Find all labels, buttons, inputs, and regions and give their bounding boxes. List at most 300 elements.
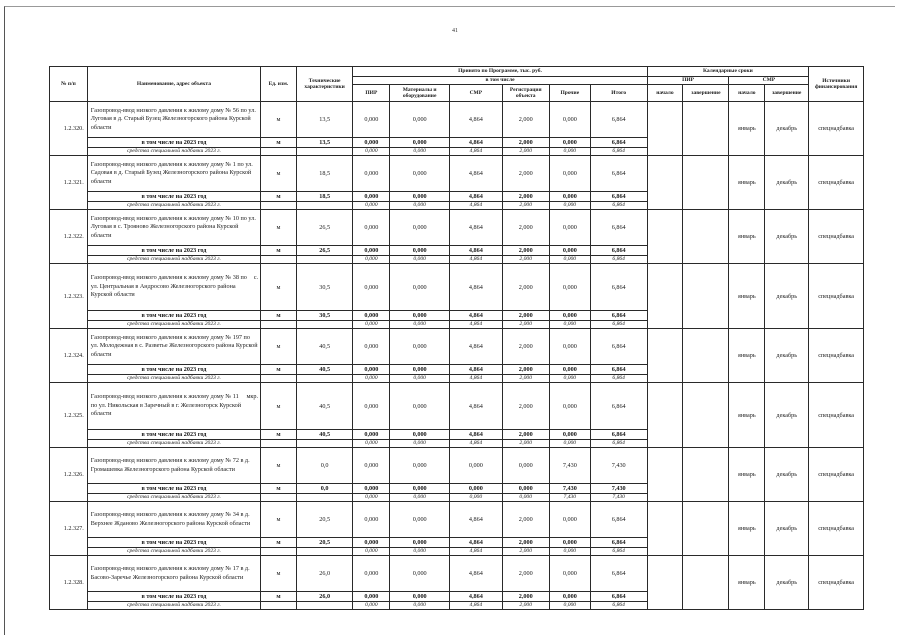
pir-end-cell: [683, 102, 729, 156]
special-materials: 0,000: [390, 202, 450, 210]
total-smr: 4,864: [450, 138, 503, 148]
registration-cell: 2,000: [502, 210, 549, 246]
smr-end-cell: декабрь: [765, 156, 809, 210]
registration-cell: 2,000: [502, 329, 549, 365]
total-pir: 0,000: [353, 138, 390, 148]
materials-cell: 0,000: [390, 556, 450, 592]
source-cell: спецнадбавка: [809, 329, 864, 383]
special-unit: [261, 321, 297, 329]
special-registration: 2,000: [502, 375, 549, 383]
special-unit: [261, 602, 297, 610]
total-unit: м: [261, 246, 297, 256]
total-registration: 2,000: [502, 365, 549, 375]
smr-cell: 4,864: [450, 383, 503, 430]
total-pir: 0,000: [353, 192, 390, 202]
smr-cell: 0,000: [450, 448, 503, 484]
special-materials: 0,000: [390, 256, 450, 264]
total-unit: м: [261, 538, 297, 548]
special-tech: [296, 148, 353, 156]
unit-cell: м: [261, 156, 297, 192]
materials-cell: 0,000: [390, 102, 450, 138]
special-pir: 0,000: [353, 494, 390, 502]
pir-end-cell: [683, 502, 729, 556]
object-name-cell: [87, 329, 260, 365]
object-name: Газопровод-ввод низкого давления к жилому дому № 38 по ул. Центральная в Андросово Железногорского района Курской области: [90, 274, 247, 299]
smr-cell: 4,864: [450, 264, 503, 311]
unit-cell: м: [261, 264, 297, 311]
other-cell: 0,000: [549, 210, 590, 246]
row-number: 1.2.323.: [50, 264, 88, 329]
total-other: 0,000: [549, 138, 590, 148]
total-pir: 0,000: [353, 538, 390, 548]
pir-start-cell: [647, 448, 683, 502]
smr-cell: 4,864: [450, 329, 503, 365]
special-label: средства специальной надбавки 2023 г.: [87, 494, 260, 502]
tech-cell: 13,5: [296, 102, 353, 138]
header-pir-start: начало: [647, 85, 683, 102]
table-row: [50, 329, 864, 365]
pir-cell: 0,000: [353, 156, 390, 192]
total-smr: 4,864: [450, 192, 503, 202]
total-cell: 6,864: [590, 264, 647, 311]
total-cell: 7,430: [590, 448, 647, 484]
table-row: [50, 448, 864, 484]
total-materials: 0,000: [390, 484, 450, 494]
special-label: средства специальной надбавки 2023 г.: [87, 202, 260, 210]
table-row: [50, 383, 864, 430]
smr-cell: 4,864: [450, 556, 503, 592]
header-program: Принято по Программе, тыс. руб.: [353, 67, 647, 77]
materials-cell: 0,000: [390, 502, 450, 538]
pir-end-cell: [683, 210, 729, 264]
total-tech: 0,0: [296, 484, 353, 494]
row-number: 1.2.320.: [50, 102, 88, 156]
header-smr-end: завершение: [765, 85, 809, 102]
total-unit: м: [261, 138, 297, 148]
tech-cell: 40,5: [296, 383, 353, 430]
total-unit: м: [261, 592, 297, 602]
pir-end-cell: [683, 448, 729, 502]
special-unit: [261, 202, 297, 210]
total-tech: 20,5: [296, 538, 353, 548]
unit-cell: м: [261, 210, 297, 246]
special-registration: 2,000: [502, 440, 549, 448]
total-materials: 0,000: [390, 538, 450, 548]
pir-cell: 0,000: [353, 264, 390, 311]
special-other: 0,000: [549, 548, 590, 556]
smr-end-cell: декабрь: [765, 502, 809, 556]
smr-start-cell: январь: [729, 156, 765, 210]
table-row: [50, 102, 864, 138]
special-materials: 0,000: [390, 440, 450, 448]
special-other: 0,000: [549, 375, 590, 383]
special-total: 6,864: [590, 375, 647, 383]
special-unit: [261, 375, 297, 383]
special-pir: 0,000: [353, 321, 390, 329]
smr-start-cell: январь: [729, 210, 765, 264]
tech-cell: 40,5: [296, 329, 353, 365]
special-smr: 4,864: [450, 148, 503, 156]
header-tech: Технические характеристики: [296, 67, 353, 102]
row-number: 1.2.326.: [50, 448, 88, 502]
pir-start-cell: [647, 329, 683, 383]
tech-cell: 20,5: [296, 502, 353, 538]
total-registration: 2,000: [502, 246, 549, 256]
special-unit: [261, 440, 297, 448]
special-other: 0,000: [549, 256, 590, 264]
object-name-cell: [87, 156, 260, 192]
total-materials: 0,000: [390, 246, 450, 256]
special-materials: 0,000: [390, 548, 450, 556]
special-other: 0,000: [549, 602, 590, 610]
smr-end-cell: декабрь: [765, 264, 809, 329]
total-tech: 30,5: [296, 311, 353, 321]
registration-cell: 2,000: [502, 264, 549, 311]
header-incl: в том числе: [353, 77, 647, 85]
total-label: в том числе на 2023 год: [87, 138, 260, 148]
total-materials: 0,000: [390, 192, 450, 202]
object-name: Газопровод-ввод низкого давления к жилому дому № 17 в д. Басово-Заречье Железногорского района Курской области: [90, 564, 250, 581]
header-cal-pir: ПИР: [647, 77, 729, 85]
materials-cell: 0,000: [390, 156, 450, 192]
smr-end-cell: декабрь: [765, 383, 809, 448]
pir-cell: 0,000: [353, 102, 390, 138]
header-unit: Ед. изм.: [261, 67, 297, 102]
row-number: 1.2.325.: [50, 383, 88, 448]
total-tech: 18,5: [296, 192, 353, 202]
special-label: средства специальной надбавки 2023 г.: [87, 148, 260, 156]
row-number: 1.2.328.: [50, 556, 88, 610]
header-pir-end: завершение: [683, 85, 729, 102]
special-tech: [296, 440, 353, 448]
object-name: Газопровод-ввод низкого давления к жилому дому № 11 по ул. Никольская в Заречный в г. Железногорск Курской области: [90, 393, 242, 418]
pir-start-cell: [647, 210, 683, 264]
pir-cell: 0,000: [353, 448, 390, 484]
pir-cell: 0,000: [353, 210, 390, 246]
source-cell: спецнадбавка: [809, 448, 864, 502]
special-smr: 0,000: [450, 494, 503, 502]
registration-cell: 2,000: [502, 383, 549, 430]
special-smr: 4,864: [450, 440, 503, 448]
table-row: [50, 210, 864, 246]
special-label: средства специальной надбавки 2023 г.: [87, 256, 260, 264]
special-pir: 0,000: [353, 602, 390, 610]
object-name-cell: [87, 556, 260, 592]
source-cell: спецнадбавка: [809, 156, 864, 210]
special-registration: 2,000: [502, 148, 549, 156]
unit-cell: м: [261, 448, 297, 484]
total-cell: 6,864: [590, 156, 647, 192]
object-name-cell: [87, 383, 260, 430]
pir-start-cell: [647, 502, 683, 556]
total-other: 0,000: [549, 430, 590, 440]
object-name: Газопровод-ввод низкого давления к жилому дому № 10 по ул. Луговая в с. Трояново Железногорского района Курской области: [90, 214, 256, 239]
total-pir: 0,000: [353, 592, 390, 602]
special-other: 0,000: [549, 440, 590, 448]
special-total: 6,864: [590, 256, 647, 264]
header-materials: Материалы и оборудование: [390, 85, 450, 102]
total-total: 6,864: [590, 138, 647, 148]
other-cell: 0,000: [549, 156, 590, 192]
other-cell: 0,000: [549, 502, 590, 538]
total-label: в том числе на 2023 год: [87, 538, 260, 548]
smr-start-cell: январь: [729, 448, 765, 502]
special-registration: 2,000: [502, 548, 549, 556]
smr-start-cell: январь: [729, 329, 765, 383]
unit-cell: м: [261, 556, 297, 592]
header-other: Прочие: [549, 85, 590, 102]
total-tech: 13,5: [296, 138, 353, 148]
materials-cell: 0,000: [390, 383, 450, 430]
total-total: 6,864: [590, 246, 647, 256]
object-name-cell: [87, 210, 260, 246]
other-cell: 0,000: [549, 102, 590, 138]
special-materials: 0,000: [390, 602, 450, 610]
total-unit: м: [261, 484, 297, 494]
special-label: средства специальной надбавки 2023 г.: [87, 602, 260, 610]
source-cell: спецнадбавка: [809, 556, 864, 610]
other-cell: 0,000: [549, 264, 590, 311]
total-smr: 4,864: [450, 365, 503, 375]
total-smr: 4,864: [450, 246, 503, 256]
total-other: 0,000: [549, 592, 590, 602]
special-pir: 0,000: [353, 148, 390, 156]
total-label: в том числе на 2023 год: [87, 246, 260, 256]
total-label: в том числе на 2023 год: [87, 592, 260, 602]
special-total: 6,864: [590, 321, 647, 329]
special-registration: 0,000: [502, 494, 549, 502]
total-registration: 2,000: [502, 430, 549, 440]
total-pir: 0,000: [353, 246, 390, 256]
program-table: [49, 66, 864, 610]
total-other: 0,000: [549, 246, 590, 256]
smr-start-cell: январь: [729, 264, 765, 329]
materials-cell: 0,000: [390, 264, 450, 311]
total-tech: 40,5: [296, 365, 353, 375]
total-registration: 0,000: [502, 484, 549, 494]
special-pir: 0,000: [353, 202, 390, 210]
table-row: [50, 264, 864, 311]
pir-end-cell: [683, 264, 729, 329]
smr-start-cell: январь: [729, 102, 765, 156]
tech-cell: 26,5: [296, 210, 353, 246]
total-tech: 26,0: [296, 592, 353, 602]
special-unit: [261, 494, 297, 502]
header-total: Итого: [590, 85, 647, 102]
total-other: 0,000: [549, 192, 590, 202]
pir-cell: 0,000: [353, 556, 390, 592]
total-other: 0,000: [549, 365, 590, 375]
object-name: Газопровод-ввод низкого давления к жилому дому № 1 по ул. Садовая в д. Старый Бузец Железногорского района Курской области: [90, 160, 253, 185]
total-total: 7,430: [590, 484, 647, 494]
total-materials: 0,000: [390, 592, 450, 602]
smr-end-cell: декабрь: [765, 556, 809, 610]
source-cell: спецнадбавка: [809, 210, 864, 264]
smr-start-cell: январь: [729, 502, 765, 556]
total-pir: 0,000: [353, 430, 390, 440]
pir-start-cell: [647, 556, 683, 610]
pir-start-cell: [647, 264, 683, 329]
registration-cell: 2,000: [502, 556, 549, 592]
total-total: 6,864: [590, 538, 647, 548]
special-registration: 2,000: [502, 256, 549, 264]
special-smr: 4,864: [450, 548, 503, 556]
total-smr: 4,864: [450, 430, 503, 440]
pir-cell: 0,000: [353, 383, 390, 430]
total-registration: 2,000: [502, 138, 549, 148]
smr-cell: 4,864: [450, 502, 503, 538]
special-total: 6,864: [590, 202, 647, 210]
total-registration: 2,000: [502, 592, 549, 602]
total-total: 6,864: [590, 592, 647, 602]
special-smr: 4,864: [450, 256, 503, 264]
pir-start-cell: [647, 156, 683, 210]
smr-cell: 4,864: [450, 102, 503, 138]
special-materials: 0,000: [390, 494, 450, 502]
header-source: Источники финансирования: [809, 67, 864, 102]
total-unit: м: [261, 430, 297, 440]
pir-start-cell: [647, 383, 683, 448]
total-tech: 26,5: [296, 246, 353, 256]
object-name-cell: [87, 102, 260, 138]
special-other: 7,430: [549, 494, 590, 502]
tech-cell: 18,5: [296, 156, 353, 192]
object-name-extra: с.: [253, 274, 259, 282]
row-number: 1.2.322.: [50, 210, 88, 264]
object-name: Газопровод-ввод низкого давления к жилому дому № 72 в д. Громашевка Железногорского района Курской области: [90, 456, 250, 473]
special-other: 0,000: [549, 321, 590, 329]
page-number: 41: [452, 28, 458, 34]
special-label: средства специальной надбавки 2023 г.: [87, 375, 260, 383]
unit-cell: м: [261, 502, 297, 538]
other-cell: 7,430: [549, 448, 590, 484]
total-pir: 0,000: [353, 484, 390, 494]
smr-cell: 4,864: [450, 210, 503, 246]
special-registration: 2,000: [502, 321, 549, 329]
special-materials: 0,000: [390, 148, 450, 156]
registration-cell: 0,000: [502, 448, 549, 484]
object-name-cell: [87, 448, 260, 484]
header-registration: Регистрация объекта: [502, 85, 549, 102]
special-materials: 0,000: [390, 375, 450, 383]
total-smr: 4,864: [450, 538, 503, 548]
total-pir: 0,000: [353, 311, 390, 321]
object-name-cell: [87, 502, 260, 538]
object-name-cell: [87, 264, 260, 311]
special-unit: [261, 256, 297, 264]
total-registration: 2,000: [502, 192, 549, 202]
object-name: Газопровод-ввод низкого давления к жилому дому № 56 по ул. Луговая в д. Старый Бузец Железногорского района Курской области: [90, 106, 256, 131]
unit-cell: м: [261, 102, 297, 138]
total-label: в том числе на 2023 год: [87, 192, 260, 202]
source-cell: спецнадбавка: [809, 383, 864, 448]
total-other: 0,000: [549, 538, 590, 548]
total-smr: 4,864: [450, 592, 503, 602]
special-pir: 0,000: [353, 440, 390, 448]
total-total: 6,864: [590, 311, 647, 321]
total-registration: 2,000: [502, 538, 549, 548]
special-label: средства специальной надбавки 2023 г.: [87, 440, 260, 448]
special-smr: 4,864: [450, 202, 503, 210]
materials-cell: 0,000: [390, 210, 450, 246]
total-materials: 0,000: [390, 430, 450, 440]
special-unit: [261, 148, 297, 156]
special-total: 6,864: [590, 440, 647, 448]
special-other: 0,000: [549, 148, 590, 156]
special-pir: 0,000: [353, 375, 390, 383]
header-name: Наименование, адрес объекта: [87, 67, 260, 102]
materials-cell: 0,000: [390, 329, 450, 365]
special-tech: [296, 202, 353, 210]
pir-end-cell: [683, 156, 729, 210]
header-pir: ПИР: [353, 85, 390, 102]
unit-cell: м: [261, 329, 297, 365]
special-other: 0,000: [549, 202, 590, 210]
total-total: 6,864: [590, 192, 647, 202]
total-total: 6,864: [590, 365, 647, 375]
header-smr-start: начало: [729, 85, 765, 102]
smr-end-cell: декабрь: [765, 210, 809, 264]
table-header: [50, 67, 864, 102]
total-cell: 6,864: [590, 329, 647, 365]
source-cell: спецнадбавка: [809, 264, 864, 329]
total-smr: 4,864: [450, 311, 503, 321]
special-total: 6,864: [590, 148, 647, 156]
table-row: [50, 556, 864, 592]
total-other: 7,430: [549, 484, 590, 494]
object-name: Газопровод-ввод низкого давления к жилому дому № 197 по ул. Молодежная в с. Разветье Железногорского района Курской области: [90, 333, 258, 358]
special-tech: [296, 548, 353, 556]
total-cell: 6,864: [590, 210, 647, 246]
tech-cell: 0,0: [296, 448, 353, 484]
total-cell: 6,864: [590, 502, 647, 538]
special-smr: 4,864: [450, 375, 503, 383]
total-tech: 40,5: [296, 430, 353, 440]
smr-cell: 4,864: [450, 156, 503, 192]
row-number: 1.2.324.: [50, 329, 88, 383]
registration-cell: 2,000: [502, 502, 549, 538]
special-tech: [296, 602, 353, 610]
special-pir: 0,000: [353, 548, 390, 556]
total-cell: 6,864: [590, 556, 647, 592]
total-cell: 6,864: [590, 383, 647, 430]
pir-end-cell: [683, 556, 729, 610]
materials-cell: 0,000: [390, 448, 450, 484]
total-materials: 0,000: [390, 311, 450, 321]
tech-cell: 26,0: [296, 556, 353, 592]
special-smr: 4,864: [450, 602, 503, 610]
special-registration: 2,000: [502, 202, 549, 210]
pir-start-cell: [647, 102, 683, 156]
header-num: № п/п: [50, 67, 88, 102]
table-row: [50, 156, 864, 192]
total-materials: 0,000: [390, 138, 450, 148]
special-total: 6,864: [590, 602, 647, 610]
total-smr: 0,000: [450, 484, 503, 494]
source-cell: спецнадбавка: [809, 102, 864, 156]
total-total: 6,864: [590, 430, 647, 440]
unit-cell: м: [261, 383, 297, 430]
special-pir: 0,000: [353, 256, 390, 264]
total-unit: м: [261, 192, 297, 202]
registration-cell: 2,000: [502, 156, 549, 192]
tech-cell: 30,5: [296, 264, 353, 311]
total-other: 0,000: [549, 311, 590, 321]
header-calendar: Календарные сроки: [647, 67, 809, 77]
total-pir: 0,000: [353, 365, 390, 375]
total-unit: м: [261, 311, 297, 321]
other-cell: 0,000: [549, 329, 590, 365]
